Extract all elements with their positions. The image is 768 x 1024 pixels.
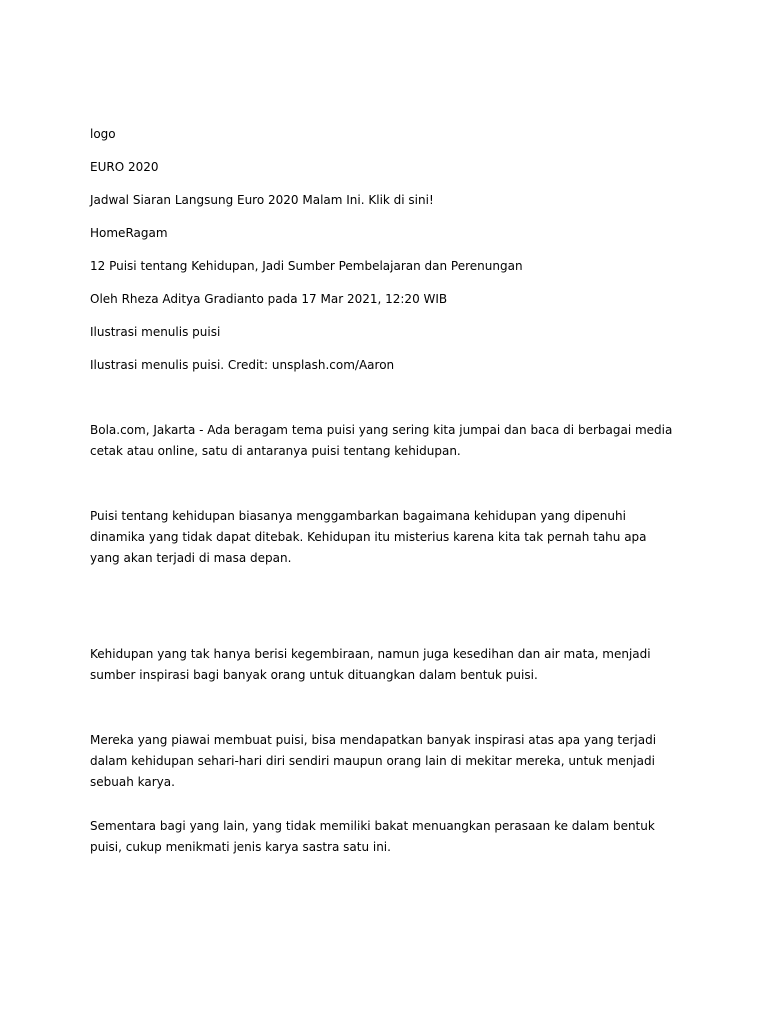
section-label: EURO 2020 bbox=[90, 160, 159, 174]
paragraph-1: Bola.com, Jakarta - Ada beragam tema puisi yang sering kita jumpai dan baca di berbagai media cetak atau online, satu di antaranya puisi tentang kehidupan. bbox=[90, 423, 673, 458]
image-caption: Ilustrasi menulis puisi. Credit: unsplash.com/Aaron bbox=[90, 358, 395, 372]
paragraph-5: Sementara bagi yang lain, yang tidak memiliki bakat menuangkan perasaan ke dalam bentuk puisi, cukup menikmati jenis karya sastra satu ini. bbox=[90, 819, 655, 854]
article-title: 12 Puisi tentang Kehidupan, Jadi Sumber Pembelajaran dan Perenungan bbox=[90, 259, 523, 273]
article-byline: Oleh Rheza Aditya Gradianto pada 17 Mar 2021, 12:20 WIB bbox=[90, 292, 448, 306]
paragraph-3: Kehidupan yang tak hanya berisi kegembiraan, namun juga kesedihan dan air mata, menjadi sumber inspirasi bagi banyak orang untuk dituangkan dalam bentuk puisi. bbox=[90, 647, 651, 682]
paragraph-2: Puisi tentang kehidupan biasanya menggambarkan bagaimana kehidupan yang dipenuhi dinamika yang tidak dapat ditebak. Kehidupan itu misterius karena kita tak pernah tahu apa yang akan terjadi di masa depan. bbox=[90, 509, 647, 565]
image-alt-text: Ilustrasi menulis puisi bbox=[90, 325, 221, 339]
breadcrumb[interactable]: HomeRagam bbox=[90, 226, 168, 240]
logo-placeholder: logo bbox=[90, 127, 116, 141]
paragraph-4: Mereka yang piawai membuat puisi, bisa mendapatkan banyak inspirasi atas apa yang terjadi dalam kehidupan sehari-hari diri sendiri maupun orang lain di mekitar mereka, untuk menjadi sebuah karya. bbox=[90, 733, 657, 789]
promo-link[interactable]: Jadwal Siaran Langsung Euro 2020 Malam Ini. Klik di sini! bbox=[90, 193, 434, 207]
